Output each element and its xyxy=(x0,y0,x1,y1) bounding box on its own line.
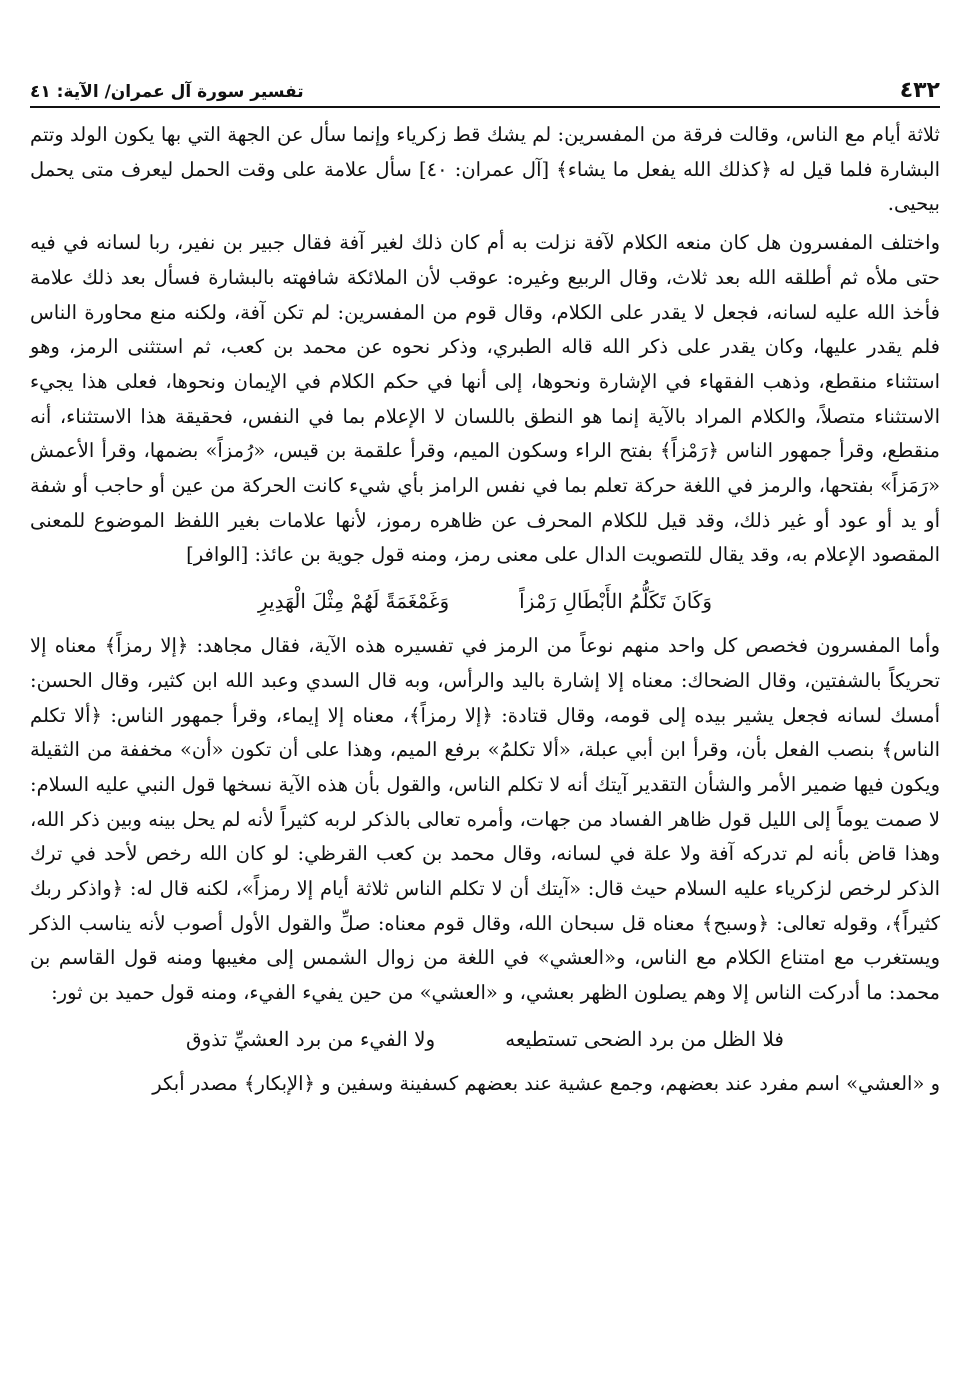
verse-1-second-hemistich: وَغَمْغَمَةً لَهُمْ مِثْلَ الْهَدِيرِ xyxy=(257,589,450,614)
body-text xyxy=(30,118,940,1102)
header-title: تفسير سورة آل عمران/ الآية: ٤١ xyxy=(30,82,304,102)
paragraph-3: وأما المفسرون فخصص كل واحد منهم نوعاً من الرمز في تفسيره هذه الآية، فقال مجاهد: ﴿إلا رمزاً﴾ معناه إلا تحريكاً بالشفتين، وقال الضحاك: معناه إلا إشارة باليد والرأس، وبه قال السدي وعبد الله ابن كثير، وقال الحسن: أمسك لسانه فجعل يشير بيده إلى قومه، وقال قتادة: ﴿إلا رمزاً﴾، معناه إلا إيماء، وقرأ جمهور الناس: ﴿ألا تكلم الناس﴾ بنصب الفعل بأن، وقرأ ابن أبي عبلة، «ألا تكلمُ» برفع الميم، وهذا على أن تكون «أن» مخففة من الثقيلة ويكون فيها ضمير الأمر والشأن التقدير آيتك أنه لا تكلم الناس، والقول بأن هذه الآية نسخها قول النبي عليه السلام: لا صمت يوماً إلى الليل قول ظاهر الفساد من جهات، وأمره تعالى بالذكر لربه كثيراً لأنه لم يحل بينه وبين ذكر الله، وهذا قاض بأنه لم تدركه آفة ولا علة في لسانه، وقال محمد بن كعب القرظي: لو كان الله رخص لأحد في ترك الذكر لرخص لزكرياء عليه السلام حيث قال: «آيتك أن لا تكلم الناس ثلاثة أيام إلا رمزاً»، لكنه قال له: ﴿واذكر ربك كثيراً﴾، وقوله تعالى: ﴿وسبح﴾ معناه قل سبحان الله، وقال قوم معناه: صلِّ والقول الأول أصوب لأنه يناسب الذكر ويستغرب مع امتناع الكلام مع الناس، و«العشي» في اللغة من زوال الشمس إلى مغيبها ومنه قول القاسم بن محمد: ما أدركت الناس إلا وهم يصلون الظهر بعشي، و «العشي» من حين يفيء الفيء، ومنه قول حميد بن ثور: xyxy=(30,634,940,1005)
paragraph-1: ثلاثة أيام مع الناس، وقالت فرقة من المفسرين: لم يشك قط زكرياء وإنما سأل عن الجهة التي بها يكون الولد وتتم البشارة فلما قيل له ﴿كذلك الله يفعل ما يشاء﴾ [آل عمران: ٤٠] سأل علامة على وقت الحمل ليعرف متى يحمل بيحيى. xyxy=(30,123,940,216)
paragraph-2: واختلف المفسرون هل كان منعه الكلام لآفة نزلت به أم كان ذلك لغير آفة فقال جبير بن نفير، ربا لسانه في فيه حتى ملأه ثم أطلقه الله بعد ثلاث، وقال الربيع وغيره: عوقب لأن الملائكة شافهته بالبشارة فسأل بعد ذلك علامة فأخذ الله عليه لسانه، فجعل لا يقدر على الكلام، وقال قوم من المفسرين: لم تكن آفة، ولكنه منع محاورة الناس فلم يقدر عليها، وكان يقدر على ذكر الله قاله الطبري، وذكر نحوه عن محمد بن كعب، ثم استثنى الرمز، وهو استثناء منقطع، وذهب الفقهاء في الإشارة ونحوها، إلى أنها في حكم الكلام في الإيمان ونحوها، فعلى هذا يجيء الاستثناء متصلاً، والكلام المراد بالآية إنما هو النطق باللسان لا الإعلام بما في النفس، فحقيقة هذا الاستثناء، أنه منقطع، وقرأ جمهور الناس ﴿رَمْزاً﴾ بفتح الراء وسكون الميم، وقرأ علقمة بن قيس، «رُمزاً» بضمها، وقرأ الأعمش «رَمَزاً» بفتحها، والرمز في اللغة حركة تعلم بما في نفس الرامز بأي شيء كانت الحركة من عين أو حاجب أو شفة أو يد أو عود أو غير ذلك، وقد قيل للكلام المحرف عن ظاهره رموز، لأنها علامات بغير اللفظ الموضوع للمعنى المقصود الإعلام به، وقد يقال للتصويت الدال على معنى رمز، ومنه قول جوية بن عائذ: [الوافر] xyxy=(30,231,940,567)
page-number: ٤٣٢ xyxy=(899,78,940,103)
verse-2-first-hemistich: فلا الظل من برد الضحى تستطيعه xyxy=(505,1026,784,1051)
paragraph-4: و «العشي» اسم مفرد عند بعضهم، وجمع عشية عند بعضهم كسفينة وسفين و ﴿الإبكار﴾ مصدر أبكر xyxy=(152,1071,940,1095)
poetry-verse-2 xyxy=(30,1017,940,1061)
verse-1-first-hemistich: وَكَانَ تَكَلُّمُ الأَبْطَالِ رَمْزاً xyxy=(519,589,713,614)
running-header xyxy=(30,68,940,108)
verse-2-second-hemistich: ولا الفيء من برد العشيِّ تذوق xyxy=(186,1026,436,1051)
poetry-verse-1 xyxy=(30,579,940,623)
book-page xyxy=(30,68,940,1102)
